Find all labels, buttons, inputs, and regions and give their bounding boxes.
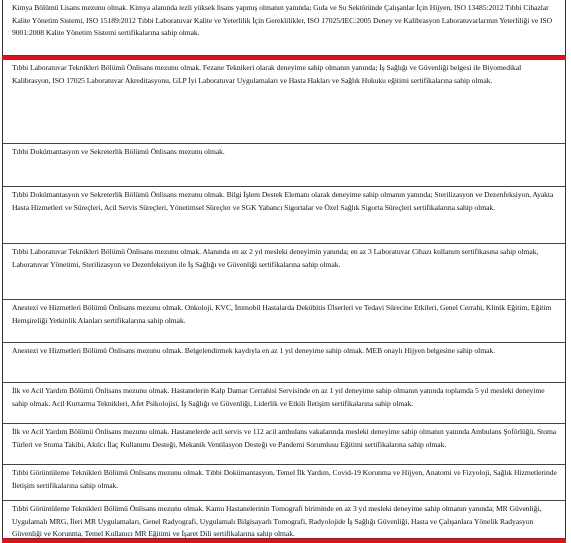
qualification-row: Tıbbi Dokümantasyon ve Sekreterlik Bölümü Önlisans mezunu olmak. Bilgi İşlem Destek Elemanı olarak deneyime sahip olmanın yanında; Sterilizasyon ve Dezenfeksiyon, Ayakta Hasta Hizmetleri ve Süreçleri, Acil Servis Süreçleri, Yönetimsel Süreçler ve SGK Yabancı Sigortalar ve Özel Sağlık Sigorta Süreçleri sertifikalarına sahip olmak. — [2, 187, 566, 244]
qualification-row: Anestezi ve Hizmetleri Bölümü Önlisans mezunu olmak. Onkoloji, KVC, İmmobil Hastalarda Dekübitis Ülserleri ve Tedavi Sürecine Etkileri, Genel Cerrahi, Klinik Eğitim, Eğitim Hemşireliği Yetkinlik Alanları sertifikalarına sahip olmak. — [2, 300, 566, 343]
qualification-row: Tıbbi Laboratuvar Teknikleri Bölümü Önlisans mezunu olmak. Alanında en az 2 yıl mesleki deneyimin yanında; en az 3 Laboratuvar Cihazı kullanım sertifikasına sahip olmak, Laboratuvar Yönetimi, Sterilizasyon ve Dezenfeksiyon ile İş Sağlığı ve Güvenliği sertifikalarına sahip olmak. — [2, 244, 566, 300]
qualification-row: İlk ve Acil Yardım Bölümü Önlisans mezunu olmak. Hastanelerde acil servis ve 112 acil ambulans vakalarında mesleki deneyime sahip olmanın yanında Ambulans Şoförlüğü, Stoma Türleri ve Stoma Takibi, Akılcı İlaç Kullanımı Desteği, Mekanik Ventilasyon Desteği ve Pandemi Sorumlusu Eğitimi sertifikalarına sahip olmak. — [2, 424, 566, 465]
qualification-row: Kimya Bölümü Lisans mezunu olmak. Kimya alanında tezli yüksek lisans yapmış olmanın yanında; Gıda ve Su Sektöründe Çalışanlar İçin Hijyen, ISO 13485:2012 Tıbbi Cihazlar Kalite Yönetim Sistemi, ISO 15189:2012 Tıbbi Laboratuvar Kalite ve Yeterlilik İçin Gereklilikler, ISO 17025/IEC:2005 Deney ve Kalibrasyon Laboratuvarlarının Yeterliliği ve ISO 9001:2008 Kalite Yönetim Sistemi sertifikalarına sahip olmak. — [2, 0, 566, 56]
qualification-row: Tıbbi Laboratuvar Teknikleri Bölümü Önlisans mezunu olmak. Fezane Teknikeri olarak deneyime sahip olmanın yanında; İş Sağlığı ve Güvenliği belgesi ile Biyomedikal Kalibrasyon, ISO 17025 Laboratuvar Akreditasyonu, GLP İyi Laboratuvar Uygulamaları ve Hasta Hakları ve Sağlık Hukuku eğitimi sertifikalarına sahip olmak. — [2, 60, 566, 144]
qualification-row: İlk ve Acil Yardım Bölümü Önlisans mezunu olmak. Hastanelerin Kalp Damar Cerrahisi Servisinde en az 1 yıl deneyime sahip olmanın yanında toplamda 5 yıl mesleki deneyime sahip olmak. Acil Kurtarma Teknikleri, Afet Psikolojisi, İş Sağlığı ve Güvenliği, Liderlik ve Etkili İletişim sertifikalarına sahip olmak. — [2, 383, 566, 424]
qualification-row: Tıbbi Dokümantasyon ve Sekreterlik Bölümü Önlisans mezunu olmak. — [2, 144, 566, 187]
red-divider — [2, 539, 566, 543]
qualification-row: Anestezi ve Hizmetleri Bölümü Önlisans mezunu olmak. Belgelendirmek kaydıyla en az 1 yıl deneyime sahip olmak. MEB onaylı Hijyen belgesine sahip olmak. — [2, 343, 566, 383]
qualification-row: Tıbbi Görüntüleme Teknikleri Bölümü Önlisans mezunu olmak. Tıbbi Dokümantasyon, Temel İlk Yardım, Covid-19 Korunma ve Hijyen, Anatomi ve Fizyoloji, Sağlık Hizmetlerinde İletişim sertifikalarına sahip olmak. — [2, 465, 566, 501]
qualification-table — [2, 0, 568, 543]
qualification-row: Tıbbi Görüntüleme Teknikleri Bölümü Önlisans mezunu olmak. Kamu Hastanelerinin Tomografi biriminde en az 3 yıl mesleki deneyime sahip olmanın yanında; MR Güvenliği, Uygulamalı MRG, İleri MR Uygulamaları, Genel Radyografi, Uygulamalı Bilgisayarlı Tomografi, Radyolojide İş Sağlığı Güvenliği, Hasta ve Çalışanlara Yönelik Radyasyon Güvenliği ve Korunma, Temel Kullanıcı MR Eğitimi ve İşaret Dili sertifikalarına sahip olmak. — [2, 501, 566, 539]
